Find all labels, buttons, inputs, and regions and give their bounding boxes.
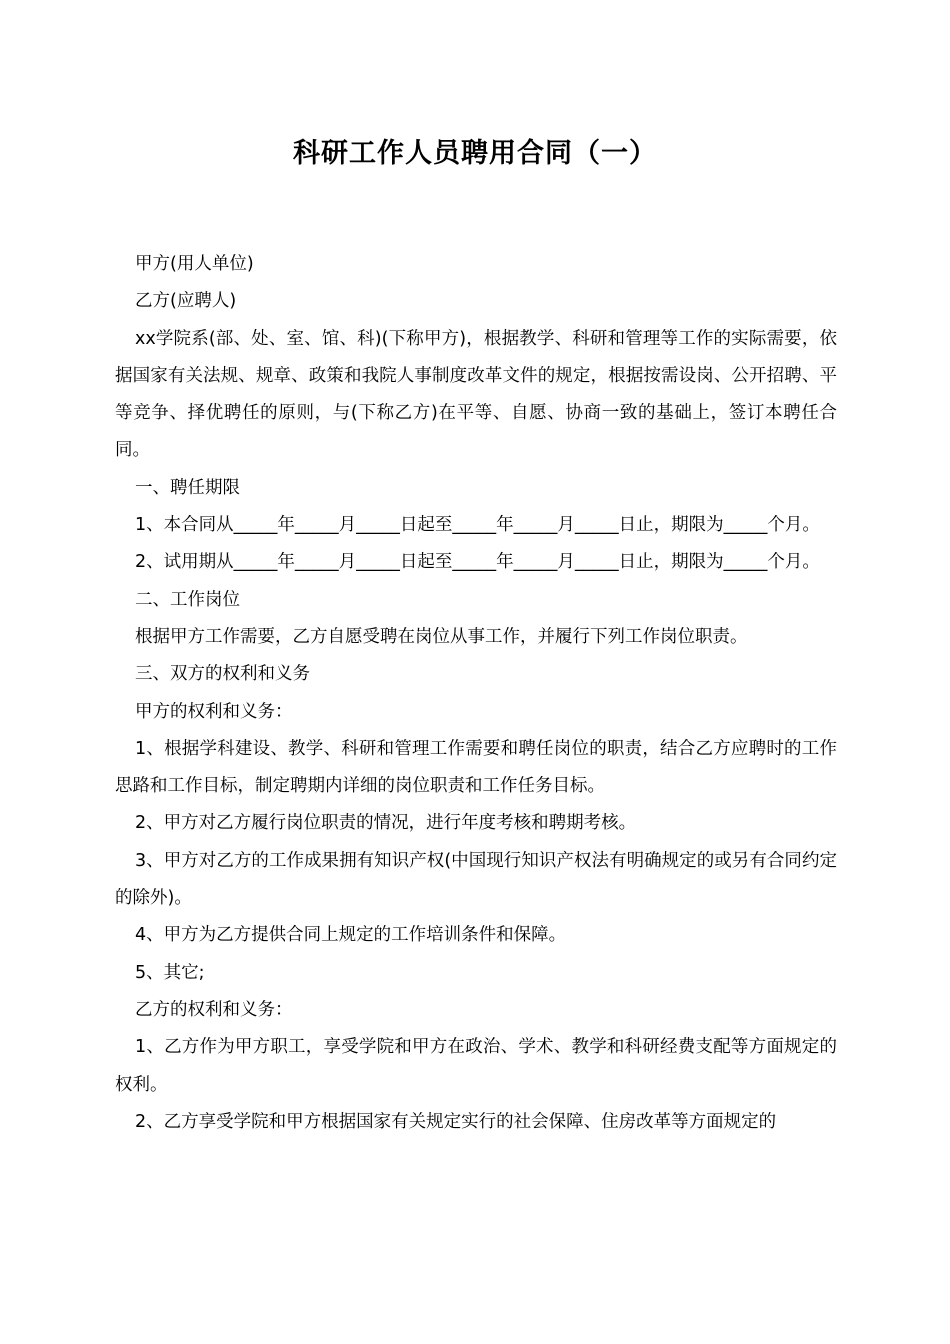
section-heading-position: 二、工作岗位 [135,589,240,610]
party-a-rights-heading: 甲方的权利和义务： [135,701,293,722]
party-a-clause-5: 5、其它; [135,962,205,983]
section-heading-term: 一、聘任期限 [135,477,240,498]
party-a-clause-4: 4、甲方为乙方提供合同上规定的工作培训条件和保障。 [135,925,567,946]
document-title: 科研工作人员聘用合同（一） [293,138,657,169]
party-a-clause-1: 1、根据学科建设、教学、科研和管理工作需要和聘任岗位的职责，结合乙方应聘时的工作思路和工作目标，制定聘期内详细的岗位职责和工作任务目标。 [115,738,837,797]
party-b-rights-heading: 乙方的权利和义务： [135,999,293,1020]
document-body [115,246,837,1141]
term-clause-1: 1、本合同从_____年_____月_____日起至_____年_____月_____日止，期限为_____个月。 [135,515,820,536]
section-heading-rights: 三、双方的权利和义务 [135,664,310,685]
preamble-paragraph: xx学院系(部、处、室、馆、科)(下称甲方)，根据教学、科研和管理等工作的实际需要，依据国家有关法规、规章、政策和我院人事制度改革文件的规定，根据按需设岗、公开招聘、平等竞争、择优聘任的原则，与(下称乙方)在平等、自愿、协商一致的基础上，签订本聘任合同。 [115,328,837,461]
party-b-clause-2: 2、乙方享受学院和甲方根据国家有关规定实行的社会保障、住房改革等方面规定的 [135,1111,777,1132]
party-b-line: 乙方(应聘人) [135,291,237,312]
party-b-clause-1: 1、乙方作为甲方职工，享受学院和甲方在政治、学术、教学和科研经费支配等方面规定的权利。 [115,1037,837,1095]
term-clause-2: 2、试用期从_____年_____月_____日起至_____年_____月_____日止，期限为_____个月。 [135,552,820,573]
position-paragraph: 根据甲方工作需要，乙方自愿受聘在岗位从事工作，并履行下列工作岗位职责。 [135,626,748,647]
party-a-clause-3: 3、甲方对乙方的工作成果拥有知识产权(中国现行知识产权法有明确规定的或另有合同约定的除外)。 [115,850,837,909]
party-a-line: 甲方(用人单位) [135,254,254,274]
party-a-clause-2: 2、甲方对乙方履行岗位职责的情况，进行年度考核和聘期考核。 [135,813,637,834]
